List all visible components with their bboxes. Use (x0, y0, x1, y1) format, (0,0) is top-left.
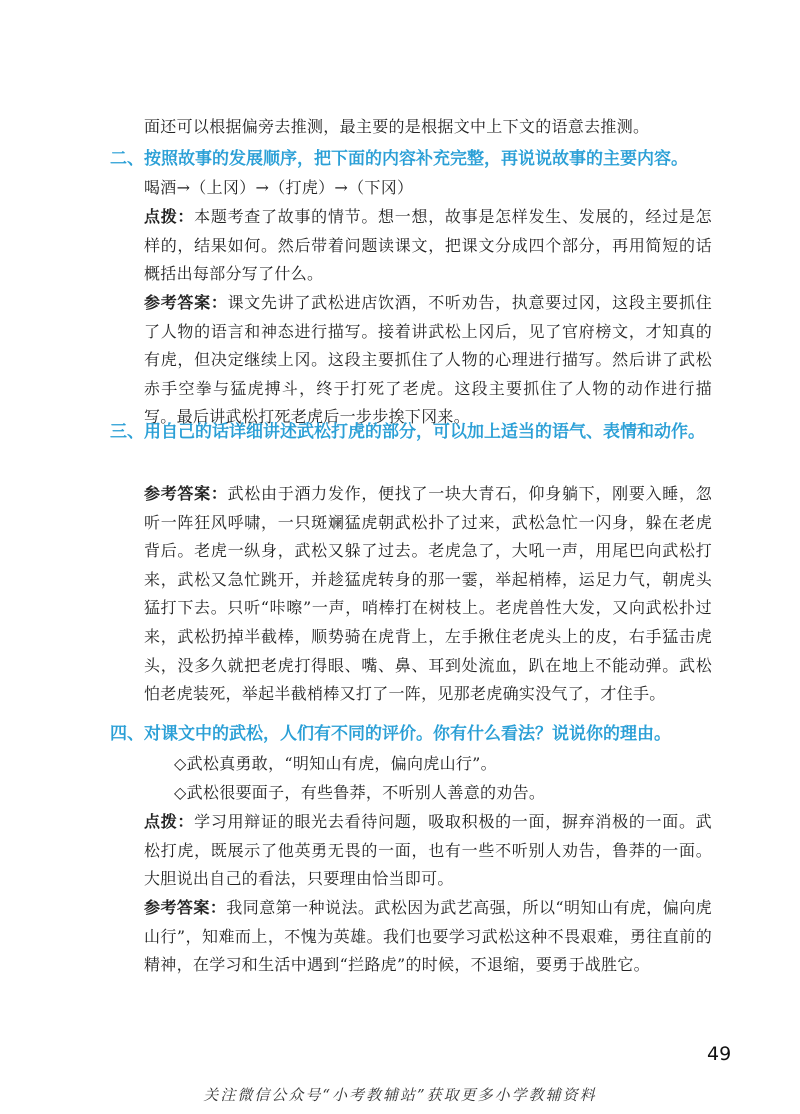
section-4-title: 对课文中的武松，人们有不同的评价。你有什么看法？说说你的理由。 (144, 724, 671, 744)
intro-line: 面还可以根据偏旁去推测，最主要的是根据文中上下文的语意去推测。 (144, 117, 650, 136)
q2-answer (144, 289, 712, 432)
footer-note: 关注微信公众号“小考教辅站”获取更多小学教辅资料 (203, 1086, 597, 1104)
hint-text: 学习用辩证的眼光去看待问题，吸取积极的一面，摒弃消极的一面。武松打虎，既展示了他英勇无畏的一面，也有一些不听别人劝告，鲁莽的一面。大胆说出自己的看法，只要理由恰当即可。 (144, 812, 712, 889)
sequence-line: 喝酒→（上冈）→（打虎）→（下冈） (144, 178, 414, 197)
option-2: ◇武松很要面子，有些鲁莽，不听别人善意的劝告。 (174, 783, 546, 802)
section-2-title: 按照故事的发展顺序，把下面的内容补充完整，再说说故事的主要内容。 (144, 149, 688, 169)
section-3-heading (110, 418, 720, 447)
answer-label: 参考答案： (144, 293, 228, 312)
page-number: 49 (707, 1043, 732, 1065)
q4-hint (144, 808, 712, 894)
hint-text: 本题考查了故事的情节。想一想，故事是怎样发生、发展的，经过是怎样的，结果如何。然后带着问题读课文，把课文分成四个部分，再用简短的话概括出每部分写了什么。 (144, 207, 712, 284)
section-4-number: 四、 (110, 724, 144, 744)
answer-text: 我同意第一种说法。武松因为武艺高强，所以“明知山有虎，偏向虎山行”，知难而上，不愧为英雄。我们也要学习武松这种不畏艰难，勇往直前的精神，在学习和生活中遇到“拦路虎”的时候，不退缩，要勇于战胜它。 (144, 898, 712, 975)
answer-label: 参考答案： (144, 484, 228, 503)
hint-label: 点拨： (144, 207, 195, 226)
answer-label: 参考答案： (144, 898, 227, 917)
option-1: ◇武松真勇敢，“明知山有虎，偏向虎山行”。 (174, 754, 497, 773)
q2-hint (144, 203, 712, 289)
answer-text: 武松由于酒力发作，便找了一块大青石，仰身躺下，刚要入睡，忽听一阵狂风呼啸，一只斑斓猛虎朝武松扑了过来，武松急忙一闪身，躲在老虎背后。老虎一纵身，武松又躲了过去。老虎急了，大吼一声，用尾巴向武松打来，武松又急忙跳开，并趁猛虎转身的那一霎，举起梢棒，运足力气，朝虎头猛打下去。只听“咔嚓”一声，哨棒打在树枝上。老虎兽性大发，又向武松扑过来，武松扔掉半截棒，顺势骑在虎背上，左手揪住老虎头上的皮，右手猛击虎头，没多久就把老虎打得眼、嘴、鼻、耳到处流血，趴在地上不能动弹。武松怕老虎装死，举起半截梢棒又打了一阵，见那老虎确实没气了，才住手。 (144, 484, 712, 704)
section-2-number: 二、 (110, 149, 144, 169)
q4-answer (144, 894, 712, 980)
section-2-heading (110, 145, 720, 174)
hint-label: 点拨： (144, 812, 195, 831)
section-4-heading (110, 720, 720, 749)
answer-text: 课文先讲了武松进店饮酒，不听劝告，执意要过冈，这段主要抓住了人物的语言和神态进行描写。接着讲武松上冈后，见了官府榜文，才知真的有虎，但决定继续上冈。这段主要抓住了人物的心理进行描写。然后讲了武松赤手空拳与猛虎搏斗，终于打死了老虎。这段主要抓住了人物的动作进行描写。最后讲武松打死老虎后一步步挨下冈来。 (144, 293, 712, 427)
section-3-number: 三、 (110, 422, 144, 442)
section-3-title: 用自己的话详细讲述武松打虎的部分，可以加上适当的语气、表情和动作。 (144, 422, 705, 442)
q3-answer (144, 480, 712, 709)
